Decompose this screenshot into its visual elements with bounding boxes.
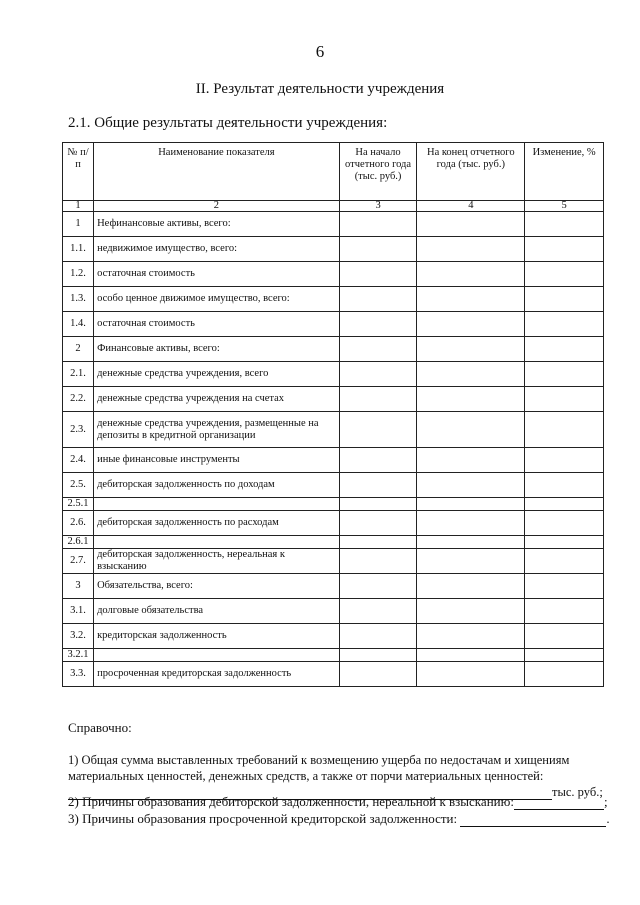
reference-item-3-end: . xyxy=(606,811,610,826)
table-row xyxy=(63,662,604,687)
row-value-end[interactable] xyxy=(417,337,525,362)
row-value-change[interactable] xyxy=(525,312,604,337)
row-value-change[interactable] xyxy=(525,574,604,599)
row-value-change[interactable] xyxy=(525,262,604,287)
column-index: 2 xyxy=(94,201,340,212)
row-value-end[interactable] xyxy=(417,624,525,649)
row-value-start[interactable] xyxy=(339,387,417,412)
table-row xyxy=(63,473,604,498)
row-value-end[interactable] xyxy=(417,549,525,574)
row-value-end[interactable] xyxy=(417,237,525,262)
row-value-start[interactable] xyxy=(339,662,417,687)
row-value-change[interactable] xyxy=(525,287,604,312)
row-number: 2 xyxy=(63,337,94,362)
table-row xyxy=(63,312,604,337)
table-row xyxy=(63,599,604,624)
table-row xyxy=(63,362,604,387)
reference-title: Справочно: xyxy=(68,720,132,735)
row-value-start[interactable] xyxy=(339,549,417,574)
row-indicator-name: дебиторская задолженность, нереальная к взысканию xyxy=(94,549,340,574)
row-value-start[interactable] xyxy=(339,287,417,312)
reference-item-3-text: 3) Причины образования просроченной кредиторской задолженности: xyxy=(68,811,458,826)
row-indicator-name: денежные средства учреждения на счетах xyxy=(94,387,340,412)
row-indicator-name: дебиторская задолженность по расходам xyxy=(94,511,340,536)
row-indicator-name: Нефинансовые активы, всего: xyxy=(94,212,340,237)
row-value-start[interactable] xyxy=(339,574,417,599)
row-number: 2.4. xyxy=(63,448,94,473)
section-title: II. Результат деятельности учреждения xyxy=(195,81,445,97)
results-table xyxy=(62,142,604,687)
row-indicator-name xyxy=(94,498,340,511)
row-value-start[interactable] xyxy=(339,599,417,624)
row-value-start[interactable] xyxy=(339,649,417,662)
table-row xyxy=(63,498,604,511)
row-value-end[interactable] xyxy=(417,287,525,312)
row-number: 1.2. xyxy=(63,262,94,287)
row-value-end[interactable] xyxy=(417,574,525,599)
row-number: 1.1. xyxy=(63,237,94,262)
row-indicator-name: остаточная стоимость xyxy=(94,312,340,337)
row-value-start[interactable] xyxy=(339,412,417,448)
row-value-change[interactable] xyxy=(525,662,604,687)
row-value-start[interactable] xyxy=(339,448,417,473)
table-row xyxy=(63,337,604,362)
row-value-change[interactable] xyxy=(525,448,604,473)
row-value-start[interactable] xyxy=(339,511,417,536)
row-value-end[interactable] xyxy=(417,312,525,337)
row-indicator-name: иные финансовые инструменты xyxy=(94,448,340,473)
row-value-end[interactable] xyxy=(417,362,525,387)
row-indicator-name: долговые обязательства xyxy=(94,599,340,624)
row-value-start[interactable] xyxy=(339,362,417,387)
row-value-start[interactable] xyxy=(339,498,417,511)
row-value-change[interactable] xyxy=(525,649,604,662)
page-number: 6 xyxy=(315,42,325,61)
row-value-end[interactable] xyxy=(417,511,525,536)
row-value-change[interactable] xyxy=(525,549,604,574)
row-number: 1 xyxy=(63,212,94,237)
row-value-change[interactable] xyxy=(525,387,604,412)
row-value-end[interactable] xyxy=(417,649,525,662)
row-value-end[interactable] xyxy=(417,473,525,498)
row-number: 3.3. xyxy=(63,662,94,687)
table-row xyxy=(63,262,604,287)
reference-item-3-blank[interactable] xyxy=(460,813,606,827)
row-indicator-name: кредиторская задолженность xyxy=(94,624,340,649)
row-value-end[interactable] xyxy=(417,498,525,511)
row-value-change[interactable] xyxy=(525,337,604,362)
table-row xyxy=(63,237,604,262)
row-number: 3 xyxy=(63,574,94,599)
row-number: 2.2. xyxy=(63,387,94,412)
row-indicator-name: особо ценное движимое имущество, всего: xyxy=(94,287,340,312)
table-row xyxy=(63,549,604,574)
row-value-change[interactable] xyxy=(525,473,604,498)
row-number: 3.1. xyxy=(63,599,94,624)
row-number: 2.1. xyxy=(63,362,94,387)
row-value-start[interactable] xyxy=(339,312,417,337)
row-number: 2.3. xyxy=(63,412,94,448)
table-row xyxy=(63,212,604,237)
row-value-start[interactable] xyxy=(339,237,417,262)
reference-item-1 xyxy=(68,752,616,800)
column-index: 3 xyxy=(339,201,417,212)
row-value-change[interactable] xyxy=(525,237,604,262)
table-row xyxy=(63,387,604,412)
row-value-start[interactable] xyxy=(339,337,417,362)
row-indicator-name: денежные средства учреждения, всего xyxy=(94,362,340,387)
table-body xyxy=(63,212,604,687)
row-indicator-name: просроченная кредиторская задолженность xyxy=(94,662,340,687)
row-indicator-name: недвижимое имущество, всего: xyxy=(94,237,340,262)
header-num: № п/п xyxy=(63,143,94,201)
table-row xyxy=(63,536,604,549)
row-value-change[interactable] xyxy=(525,498,604,511)
row-value-start[interactable] xyxy=(339,212,417,237)
row-number: 1.4. xyxy=(63,312,94,337)
row-number: 2.6. xyxy=(63,511,94,536)
row-indicator-name xyxy=(94,536,340,549)
row-number: 2.5. xyxy=(63,473,94,498)
table-row xyxy=(63,624,604,649)
reference-item-2 xyxy=(68,794,608,810)
column-index-row xyxy=(63,201,604,212)
row-value-change[interactable] xyxy=(525,536,604,549)
row-indicator-name: Финансовые активы, всего: xyxy=(94,337,340,362)
table-row xyxy=(63,412,604,448)
reference-item-2-blank[interactable] xyxy=(514,796,604,810)
header-start: На начало отчетного года (тыс. руб.) xyxy=(339,143,417,201)
row-number: 3.2. xyxy=(63,624,94,649)
header-row xyxy=(63,143,604,201)
row-value-end[interactable] xyxy=(417,448,525,473)
row-value-end[interactable] xyxy=(417,662,525,687)
row-value-end[interactable] xyxy=(417,212,525,237)
row-number: 3.2.1 xyxy=(63,649,94,662)
row-indicator-name: денежные средства учреждения, размещенные на депозиты в кредитной организации xyxy=(94,412,340,448)
row-indicator-name: Обязательства, всего: xyxy=(94,574,340,599)
row-number: 2.6.1 xyxy=(63,536,94,549)
header-name: Наименование показателя xyxy=(94,143,340,201)
reference-item-3 xyxy=(68,811,610,827)
row-value-start[interactable] xyxy=(339,473,417,498)
row-value-change[interactable] xyxy=(525,362,604,387)
row-number: 2.7. xyxy=(63,549,94,574)
row-number: 1.3. xyxy=(63,287,94,312)
table-row xyxy=(63,649,604,662)
row-value-end[interactable] xyxy=(417,412,525,448)
reference-item-2-text: 2) Причины образования дебиторской задолженности, нереальной к взысканию: xyxy=(68,794,514,809)
table-row xyxy=(63,574,604,599)
reference-item-1-text: 1) Общая сумма выставленных требований к возмещению ущерба по недостачам и хищениям материальных ценностей, денежных средств, а также от порчи материальных ценностей: xyxy=(68,753,570,783)
row-value-end[interactable] xyxy=(417,387,525,412)
row-indicator-name: остаточная стоимость xyxy=(94,262,340,287)
row-value-start[interactable] xyxy=(339,624,417,649)
row-value-change[interactable] xyxy=(525,511,604,536)
row-value-end[interactable] xyxy=(417,599,525,624)
row-value-change[interactable] xyxy=(525,212,604,237)
row-value-start[interactable] xyxy=(339,536,417,549)
reference-item-2-end: ; xyxy=(603,794,608,809)
row-value-end[interactable] xyxy=(417,262,525,287)
header-change: Изменение, % xyxy=(525,143,604,201)
row-indicator-name xyxy=(94,649,340,662)
row-value-change[interactable] xyxy=(525,599,604,624)
row-value-end[interactable] xyxy=(417,536,525,549)
column-index: 4 xyxy=(417,201,525,212)
row-indicator-name: дебиторская задолженность по доходам xyxy=(94,473,340,498)
row-value-change[interactable] xyxy=(525,412,604,448)
table-row xyxy=(63,448,604,473)
reference-item-1-unit: тыс. руб.; xyxy=(552,785,603,799)
column-index: 5 xyxy=(525,201,604,212)
subsection-title: 2.1. Общие результаты деятельности учреждения: xyxy=(68,115,388,131)
row-number: 2.5.1 xyxy=(63,498,94,511)
table-row xyxy=(63,511,604,536)
row-value-change[interactable] xyxy=(525,624,604,649)
header-end: На конец отчетного года (тыс. руб.) xyxy=(417,143,525,201)
row-value-start[interactable] xyxy=(339,262,417,287)
column-index: 1 xyxy=(63,201,94,212)
table-row xyxy=(63,287,604,312)
